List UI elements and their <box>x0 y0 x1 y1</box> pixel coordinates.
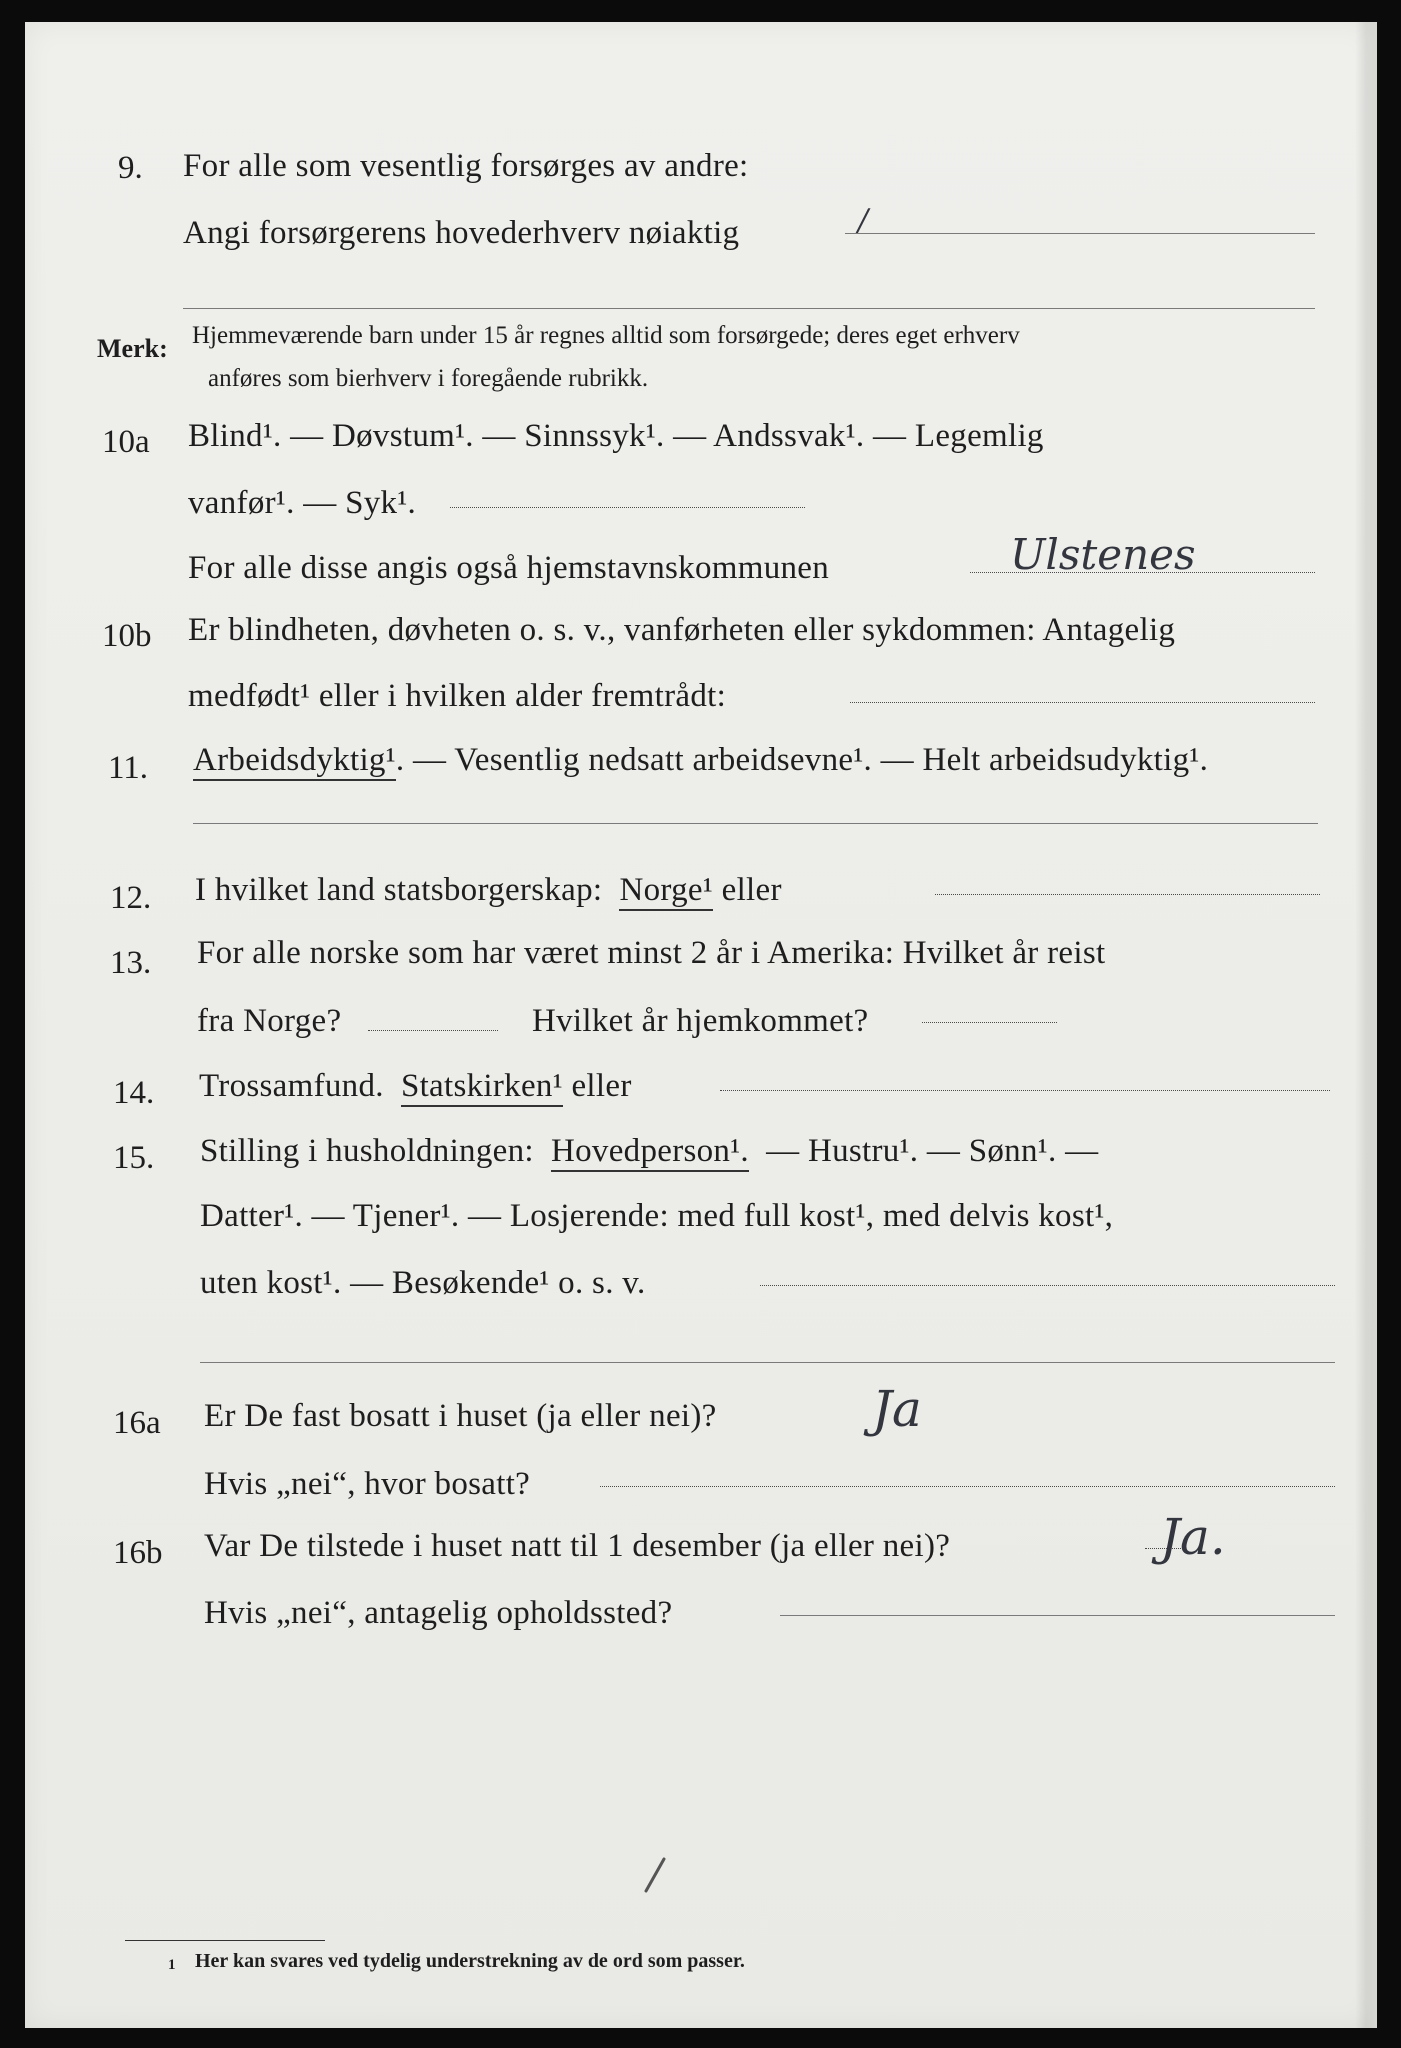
q10a-line3: For alle disse angis også hjemstavnskommunen <box>188 550 830 586</box>
q16b-line2: Hvis „nei“, antagelig opholdssted? <box>204 1595 673 1631</box>
q15-line3: uten kost¹. — Besøkende¹ o. s. v. <box>200 1265 646 1301</box>
q10a-syk-line <box>450 507 805 508</box>
q9-extra-line <box>183 308 1315 309</box>
q15-line2: Datter¹. — Tjener¹. — Losjerende: med full kost¹, med delvis kost¹, <box>200 1198 1114 1234</box>
q14-answer-line <box>720 1090 1330 1091</box>
q9-line2: Angi forsørgerens hovederhverv nøiaktig <box>183 215 740 251</box>
q16a-handwritten-answer: Ja <box>872 1380 922 1438</box>
q9-handwritten-answer: / <box>858 203 869 238</box>
pencil-stroke-mark <box>640 1855 670 1895</box>
merk-line2: anføres som bierhverv i foregående rubrikk. <box>208 365 649 392</box>
q16a-answer-line <box>600 1486 1335 1487</box>
q13-reist-line <box>368 1030 498 1031</box>
q14-line <box>199 1068 632 1105</box>
q9-number: 9. <box>118 150 143 186</box>
q16b-line1: Var De tilstede i huset natt til 1 desember (ja eller nei)? <box>204 1528 951 1564</box>
q14-pre: Trossamfund. <box>199 1068 384 1104</box>
q12-answer-line <box>935 894 1320 895</box>
q15-answer-line <box>760 1285 1335 1286</box>
footnote-separator <box>125 1940 325 1941</box>
q12-pre: I hvilket land statsborgerskap: <box>195 872 603 908</box>
q13-hjemkommet-line <box>922 1022 1057 1023</box>
q12-post: eller <box>721 872 782 908</box>
q15-rest1: — Hustru¹. — Sønn¹. — <box>766 1133 1099 1169</box>
q15-hovedperson-underlined: Hovedperson¹. <box>551 1133 749 1172</box>
q14-number: 14. <box>113 1075 155 1111</box>
q12-norge-underlined: Norge¹ <box>619 872 713 911</box>
q10b-answer-line <box>850 702 1315 703</box>
q11-line <box>193 742 1208 779</box>
q13-line2b: Hvilket år hjemkommet? <box>532 1003 869 1039</box>
q13-line1: For alle norske som har været minst 2 år i Amerika: Hvilket år reist <box>197 935 1106 971</box>
q10a-number: 10a <box>102 424 150 460</box>
q15-line1 <box>200 1133 1098 1170</box>
q14-statskirken-underlined: Statskirken¹ <box>401 1068 563 1107</box>
q10a-line1: Blind¹. — Døvstum¹. — Sinnssyk¹. — Andssvak¹. — Legemlig <box>188 418 1044 454</box>
q15-extra-line <box>200 1362 1335 1363</box>
q9-answer-line <box>845 233 1315 234</box>
q10a-handwritten-answer: Ulstenes <box>1010 530 1196 579</box>
footnote-mark: 1 <box>168 1957 176 1973</box>
q11-rest: . — Vesentlig nedsatt arbeidsevne¹. — Helt arbeidsudyktig¹. <box>395 742 1209 778</box>
q11-extra-line <box>193 823 1318 824</box>
page-fold-shadow <box>1355 22 1377 2028</box>
q16a-line1: Er De fast bosatt i huset (ja eller nei)? <box>204 1398 717 1434</box>
q10b-line2: medfødt¹ eller i hvilken alder fremtrådt: <box>188 678 727 714</box>
q10b-number: 10b <box>102 618 152 654</box>
q10b-line1: Er blindheten, døvheten o. s. v., vanførheten eller sykdommen: Antagelig <box>188 612 1176 648</box>
q10a-line2: vanfør¹. — Syk¹. <box>188 485 417 521</box>
q16a-number: 16a <box>113 1405 161 1441</box>
merk-label: Merk: <box>97 334 168 363</box>
q13-line2a: fra Norge? <box>197 1003 342 1039</box>
q9-line1: For alle som vesentlig forsørges av andre: <box>183 148 749 184</box>
merk-line1: Hjemmeværende barn under 15 år regnes alltid som forsørgede; deres eget erhverv <box>192 322 1020 349</box>
footnote-text: Her kan svares ved tydelig understrekning av de ord som passer. <box>195 1950 745 1972</box>
q16b-handwritten-answer: Ja. <box>1160 1508 1226 1566</box>
q12-number: 12. <box>110 880 152 916</box>
q16b-opholdssted-line <box>780 1615 1335 1616</box>
q11-arbeidsdyktig-underlined: Arbeidsdyktig¹ <box>193 742 396 781</box>
q16a-line2: Hvis „nei“, hvor bosatt? <box>204 1466 531 1502</box>
q15-pre: Stilling i husholdningen: <box>200 1133 534 1169</box>
q16b-number: 16b <box>113 1535 163 1571</box>
q11-number: 11. <box>108 750 149 786</box>
q14-post: eller <box>571 1068 632 1104</box>
q15-number: 15. <box>113 1140 155 1176</box>
q13-number: 13. <box>110 945 152 981</box>
q12-line <box>195 872 782 909</box>
